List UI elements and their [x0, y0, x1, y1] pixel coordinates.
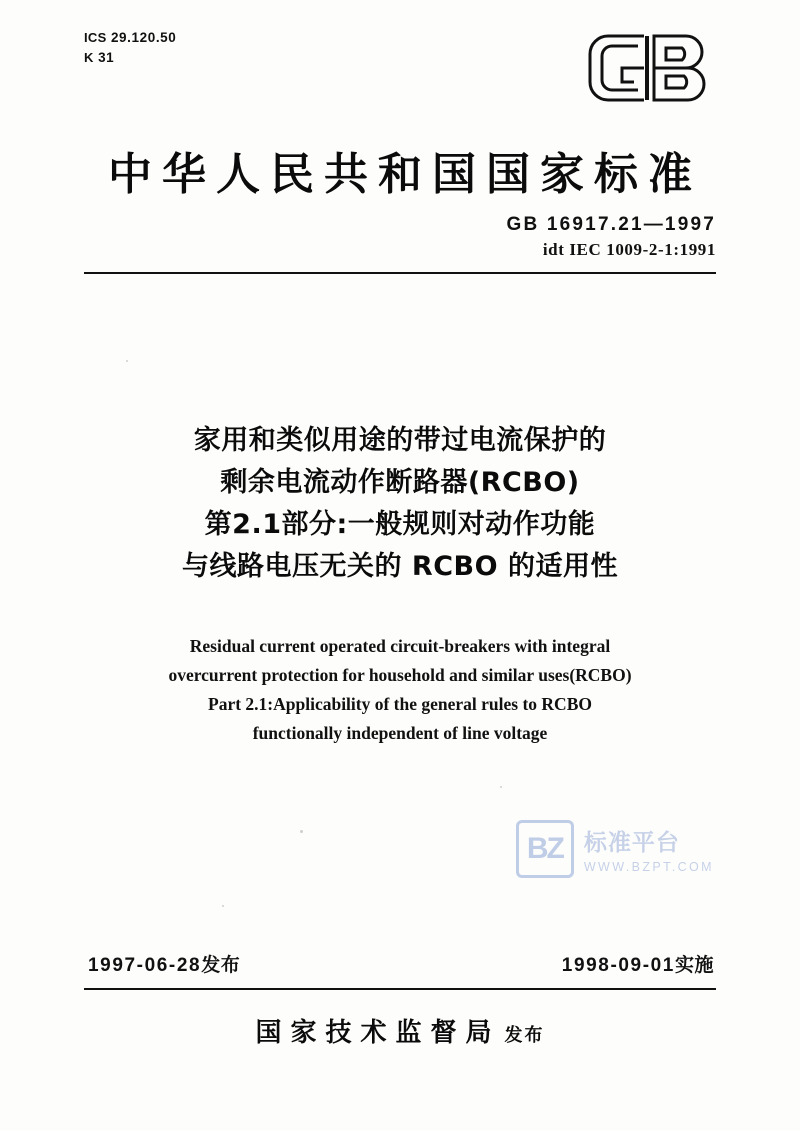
watermark-text — [584, 824, 714, 874]
issue-date: 1997-06-28 — [88, 955, 202, 976]
scan-speck — [500, 786, 502, 788]
issuer-title: 中华人民共和国国家标准 — [108, 149, 702, 200]
title-chinese — [70, 420, 730, 588]
watermark-title: 标准平台 — [583, 830, 680, 856]
ics-value: 29.120.50 — [110, 30, 177, 45]
classification-line — [84, 48, 176, 68]
divider-bottom — [84, 988, 716, 990]
issue-date-label: 发布 — [201, 954, 241, 976]
standard-idt: idt IEC 1009-2-1:1991 — [542, 240, 716, 259]
divider-top — [84, 272, 716, 274]
title-english-line-2: overcurrent protection for household and similar uses(RCBO) — [168, 665, 632, 685]
watermark-badge-icon: BZ — [516, 820, 574, 878]
effective-date-block — [562, 950, 714, 977]
title-chinese-line-3: 第2.1部分:一般规则对动作功能 — [204, 509, 596, 540]
publisher-block — [0, 1012, 800, 1049]
standard-number-block — [507, 214, 717, 260]
ics-line — [84, 28, 176, 48]
title-english-line-3: Part 2.1:Applicability of the general rules to RCBO — [208, 694, 592, 714]
title-chinese-line-4: 与线路电压无关的 RCBO 的适用性 — [182, 551, 618, 582]
title-english-line-4: functionally independent of line voltage — [252, 723, 548, 743]
classification-value: 31 — [98, 49, 115, 65]
watermark — [516, 820, 714, 878]
gb-logo-icon — [582, 26, 718, 110]
title-chinese-line-1: 家用和类似用途的带过电流保护的 — [193, 425, 607, 456]
scan-speck — [222, 905, 224, 907]
scan-speck — [300, 830, 303, 833]
ics-label: ICS — [84, 30, 107, 45]
watermark-url: WWW.BZPT.COM — [583, 860, 714, 874]
publisher-organization: 国家技术监督局 — [255, 1018, 501, 1048]
standard-number: GB 16917.21—1997 — [506, 214, 716, 235]
ics-block — [84, 28, 176, 68]
effective-date-label: 实施 — [674, 954, 714, 976]
title-english — [70, 632, 730, 748]
classification-label: K — [84, 49, 94, 65]
issue-date-block — [88, 950, 240, 977]
publisher-verb: 发布 — [504, 1025, 545, 1046]
scan-speck — [126, 360, 128, 362]
effective-date: 1998-09-01 — [561, 955, 675, 976]
title-chinese-line-2: 剩余电流动作断路器(RCBO) — [220, 467, 580, 498]
title-english-line-1: Residual current operated circuit-breakers with integral — [189, 636, 611, 656]
